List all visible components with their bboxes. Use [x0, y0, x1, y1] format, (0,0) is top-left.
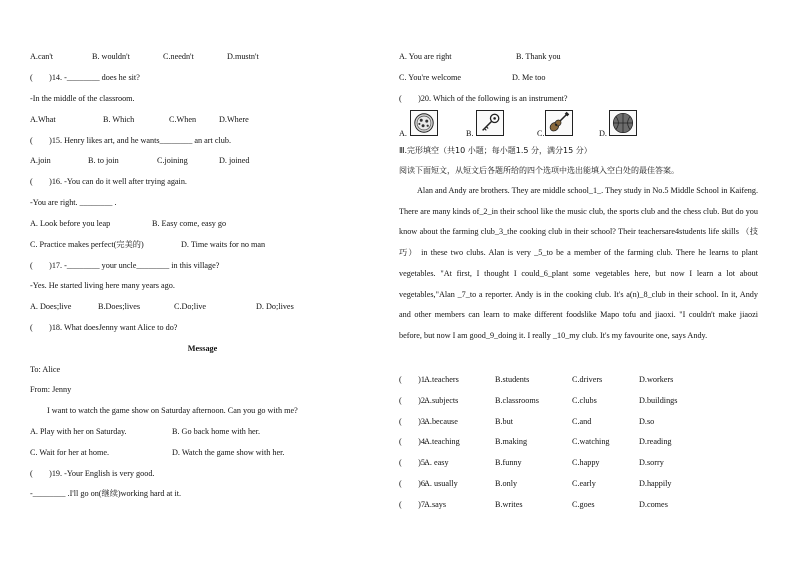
- cloze-option: C.watching: [572, 437, 610, 447]
- message-body: I want to watch the game show on Saturday afternoon. Can you go with me?: [47, 406, 298, 415]
- cloze-option: A. easy: [424, 458, 449, 468]
- q19-option-a: A. You are right: [399, 52, 452, 61]
- guitar-icon: [545, 110, 573, 136]
- cloze-option: A.teachers: [424, 375, 459, 384]
- q20-label-b: B.: [466, 129, 474, 138]
- q18-option-b: B. Go back home with her.: [172, 427, 260, 436]
- q14-option-c: C.When: [169, 115, 197, 124]
- pizza-icon: [410, 110, 438, 136]
- cloze-option: D.comes: [639, 499, 668, 509]
- q16-answer-line: -You are right. ________ .: [30, 198, 117, 207]
- cloze-option: A.subjects: [424, 395, 459, 405]
- q18-option-c: C. Wait for her at home.: [30, 448, 109, 457]
- cloze-option: A. usually: [424, 479, 458, 488]
- q19-option-c: C. You're welcome: [399, 73, 461, 82]
- cloze-option: A.teaching: [424, 437, 460, 447]
- cloze-option: D.happily: [639, 479, 672, 488]
- q17-option-a: A. Does;live: [30, 302, 72, 311]
- cloze-option: B.funny: [495, 458, 522, 468]
- cloze-option: B.but: [495, 416, 513, 426]
- cloze-option: C.happy: [572, 458, 600, 468]
- cloze-option: C.early: [572, 479, 596, 488]
- cloze-option: D.sorry: [639, 458, 664, 468]
- q19-answer-line: -________ .I'll go on(继续)working hard at it.: [30, 489, 182, 498]
- cloze-option: A.says: [424, 499, 447, 509]
- q17-answer-line: -Yes. He started living here many years ago.: [30, 281, 175, 290]
- cloze-option: B.making: [495, 437, 528, 447]
- message-from: From: Jenny: [30, 385, 72, 394]
- q13-option-b: B. wouldn't: [92, 52, 130, 61]
- q19-option-d: D. Me too: [512, 73, 546, 82]
- q14-option-a: A.What: [30, 115, 56, 124]
- q15-option-b: B. to join: [88, 156, 119, 165]
- cloze-option: B.writes: [495, 499, 523, 509]
- q19-option-b: B. Thank you: [516, 52, 561, 61]
- cloze-question-number: ( )7.: [399, 499, 427, 509]
- cloze-question-number: ( )6.: [399, 479, 427, 488]
- cloze-question-number: ( )1.: [399, 375, 427, 384]
- q20-question: ( )20. Which of the following is an instrument?: [399, 94, 568, 103]
- section-title: Ⅲ.完形填空（共10 小题；每小题1.5 分，满分15 分）: [399, 146, 592, 155]
- cloze-option: B.only: [495, 479, 518, 488]
- cloze-option: C.and: [572, 416, 592, 426]
- q14-option-d: D.Where: [219, 115, 249, 124]
- q19-question: ( )19. -Your English is very good.: [30, 469, 155, 478]
- q20-label-a: A.: [399, 129, 407, 138]
- cloze-option: D.buildings: [639, 395, 678, 405]
- q18-option-d: D. Watch the game show with her.: [172, 448, 285, 457]
- q15-option-d: D. joined: [219, 156, 250, 165]
- cloze-question-number: ( )3.: [399, 416, 427, 426]
- q20-label-c: C.: [537, 129, 545, 138]
- q16-option-a: A. Look before you leap: [30, 219, 111, 228]
- cloze-question-number: ( )5.: [399, 458, 427, 468]
- cloze-passage: Alan and Andy are brothers. They are middle school_1_. They study in No.5 Middle School in Kaifeng. There are many kinds of_2_in their school like the music club, the sports club and the chess club. But do you know about the farming club_3_the cooking club in their school? Their teachersare4students life skills （技巧） in these two clubs. Alan is very _5_to be a member of the farming club. There he learns to plant vegetables. "At first, I thought I could_6_plant some vegetables here, but now I learn a lot about vegetables,"Alan _7_to a reporter. Andy is in the cooking club. It's a(n)_8_club in their school. In it, Andy and other members can learn to make different foodslike Mapo tofu and jiaoxi. "I couldn't make jiaozi before, but now I am good_9_doing it. I really _10_my club. It's my favourite one, says Andy.: [399, 186, 758, 340]
- q17-option-d: D. Do;lives: [256, 302, 294, 311]
- cloze-option: C.clubs: [572, 395, 597, 405]
- q17-option-c: C.Do;live: [174, 302, 207, 311]
- basketball-icon: [609, 110, 637, 136]
- cloze-question-number: ( )4.: [399, 437, 427, 447]
- q16-option-c: C. Practice makes perfect(完美的): [30, 240, 144, 249]
- cloze-option: D.so: [639, 416, 655, 426]
- q17-option-b: B.Does;lives: [98, 302, 141, 311]
- q15-option-a: A.join: [30, 156, 51, 165]
- q18-option-a: A. Play with her on Saturday.: [30, 427, 127, 436]
- q13-option-d: D.mustn't: [227, 52, 259, 61]
- q16-option-b: B. Easy come, easy go: [152, 219, 227, 228]
- section-instructions: 阅读下面短文，从短文后各题所给的四个选项中选出能填入空白处的最佳答案。: [399, 166, 679, 175]
- message-title: Message: [187, 344, 218, 353]
- cloze-option: B.classrooms: [495, 395, 539, 405]
- cloze-option: C.goes: [572, 499, 595, 509]
- cloze-option: C.drivers: [572, 375, 603, 384]
- q16-option-d: D. Time waits for no man: [181, 240, 266, 249]
- cloze-question-number: ( )2.: [399, 395, 427, 405]
- message-to: To: Alice: [30, 365, 61, 374]
- q17-question: ( )17. -________ your uncle________ in this village?: [30, 261, 220, 270]
- q13-option-c: C.needn't: [163, 52, 194, 61]
- q14-answer-line: -In the middle of the classroom.: [30, 94, 135, 103]
- cloze-option: D.reading: [639, 437, 672, 447]
- cloze-option: D.workers: [639, 375, 674, 384]
- key-icon: [476, 110, 504, 136]
- q15-question: ( )15. Henry likes art, and he wants________ an art club.: [30, 136, 231, 145]
- cloze-option: B.students: [495, 375, 530, 384]
- cloze-option: A.because: [424, 416, 458, 426]
- q18-question: ( )18. What doesJenny want Alice to do?: [30, 323, 178, 332]
- q14-question: ( )14. -________ does he sit?: [30, 73, 140, 82]
- q14-option-b: B. Which: [103, 115, 135, 124]
- q16-question: ( )16. -You can do it well after trying again.: [30, 177, 187, 186]
- q15-option-c: C.joining: [157, 156, 188, 165]
- q13-option-a: A.can't: [30, 52, 54, 61]
- q20-label-d: D.: [599, 129, 607, 138]
